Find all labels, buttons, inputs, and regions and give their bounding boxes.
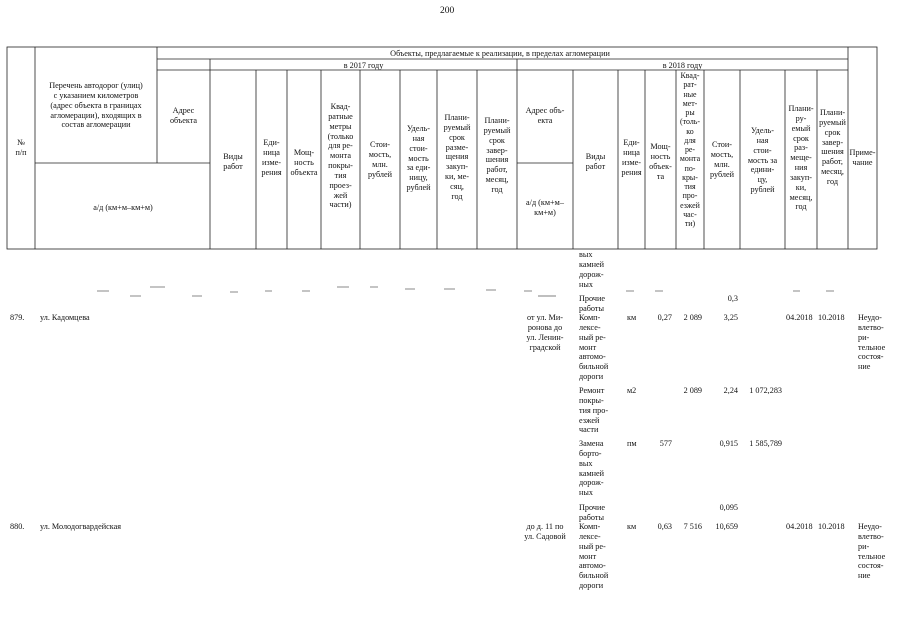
- row-880-purchase: 04.2018: [786, 522, 813, 531]
- header-group-title: Объекты, предлагаемые к реализации, в пределах агломерации: [390, 49, 610, 58]
- header-2018-address-sub: а/д (км+м– км+м): [526, 198, 564, 217]
- header-note: Приме- чание: [849, 148, 876, 167]
- row-879-work2: Ремонт покры- тия про- езжей части: [579, 386, 609, 435]
- cont-other-work: Прочие работы: [579, 294, 606, 313]
- row-879-area2: 2 089: [683, 386, 702, 395]
- row-879-work4: Прочие работы: [579, 503, 606, 522]
- cont-work-text: вых камней дорож- ных: [579, 250, 605, 289]
- row-879-work1: Комп- лексе- ный ре- монт автомо- бильной дороги: [579, 313, 609, 382]
- row-879-cost3: 0,915: [719, 439, 738, 448]
- table-header: [0, 0, 905, 260]
- header-num: № п/п: [15, 138, 27, 157]
- row-879-finish: 10.2018: [818, 313, 845, 322]
- header-2017-unit-cost: Удель- ная стои- мость за еди- ницу, рублей: [406, 124, 431, 193]
- row-880-finish: 10.2018: [818, 522, 845, 531]
- row-880-cost1: 10,659: [715, 522, 738, 531]
- header-2018-cost: Стои- мость, млн. рублей: [709, 140, 735, 179]
- row-879-street: ул. Кадомцева: [40, 313, 90, 322]
- row-879-purchase: 04.2018: [786, 313, 813, 322]
- header-roads-list: Перечень автодорог (улиц) с указанием километров (адрес объекта в границах агломерации), входящих в состав агломерации: [49, 81, 143, 130]
- header-2018-capacity: Мощ- ность объек- та: [649, 142, 672, 181]
- row-880-work1: Комп- лексе- ный ре- монт автомо- бильной дороги: [579, 522, 609, 591]
- header-year-2017: в 2017 году: [343, 61, 384, 70]
- header-2018-unit: Еди- ница изме- рения: [621, 138, 642, 177]
- header-2018-unit-cost: Удель- ная стои- мость за едини- цу, рублей: [747, 126, 778, 195]
- header-2018-address: Адрес объ- екта: [525, 106, 565, 125]
- row-879-capacity3: 577: [659, 439, 672, 448]
- scan-artifacts: [0, 280, 905, 305]
- row-879-unitcost2: 1 072,283: [749, 386, 782, 395]
- row-879-address: от ул. Ми- ронова до ул. Ленин- градской: [526, 313, 564, 352]
- row-879-area1: 2 089: [683, 313, 702, 322]
- row-879-unitcost3: 1 585,789: [749, 439, 782, 448]
- row-879-num: 879.: [10, 313, 25, 322]
- row-880-street: ул. Молодогвардейская: [40, 522, 121, 531]
- row-880-address: до д. 11 по ул. Садовой: [524, 522, 566, 541]
- row-880-num: 880.: [10, 522, 25, 531]
- row-879-capacity1: 0,27: [657, 313, 672, 322]
- header-2017-cost: Стои- мость, млн. рублей: [367, 140, 393, 179]
- header-2017-unit: Еди- ница изме- рения: [261, 138, 282, 177]
- row-879-unit1: км: [627, 313, 637, 322]
- row-880-unit1: км: [627, 522, 637, 531]
- row-879-unit3: пм: [627, 439, 637, 448]
- cont-other-cost: 0,3: [727, 294, 738, 303]
- header-2017-plan-finish: Плани- руемый срок завер- шения работ, месяц, год: [483, 116, 511, 194]
- header-2018-plan-purchase: Плани- ру- емый срок раз- меще- ния закуп- ки, месяц, год: [788, 104, 814, 212]
- header-2018-area: Квад- рат- ные мет- ры (толь- ко для ре- монта по- кры- тия про- езжей час- ти): [679, 71, 701, 228]
- header-2017-work-types: Виды работ: [223, 152, 243, 171]
- header-year-2018: в 2018 году: [662, 61, 703, 70]
- page-number: 200: [440, 6, 455, 16]
- row-880-note: Неудо- влетво- ри- тельное состоя- ние: [858, 522, 886, 581]
- header-2017-area: Квад- ратные метры (только для ре- монта покры- тия проез- жей части): [327, 102, 354, 210]
- row-879-unit2: м2: [627, 386, 637, 395]
- row-879-cost2: 2,24: [723, 386, 738, 395]
- header-roads-sub: а/д (км+м–км+м): [93, 203, 153, 212]
- row-880-capacity1: 0,63: [657, 522, 672, 531]
- header-2017-capacity: Мощ- ность объекта: [290, 148, 318, 177]
- row-880-area1: 7 516: [683, 522, 702, 531]
- header-2017-address: Адрес объекта: [169, 106, 198, 125]
- row-879-cost1: 3,25: [723, 313, 738, 322]
- header-2018-plan-finish: Плани- руемый срок завер- шения работ, месяц, год: [819, 108, 846, 186]
- header-2017-plan-purchase: Плани- руемый срок разме- щения закуп- ки, ме- сяц, год: [443, 113, 471, 201]
- row-879-cost4: 0,095: [719, 503, 738, 512]
- row-879-note: Неудо- влетво- ри- тельное состоя- ние: [858, 313, 886, 372]
- row-879-work3: Замена борто- вых камней дорож- ных: [579, 439, 605, 498]
- header-2018-work-types: Виды работ: [585, 152, 606, 171]
